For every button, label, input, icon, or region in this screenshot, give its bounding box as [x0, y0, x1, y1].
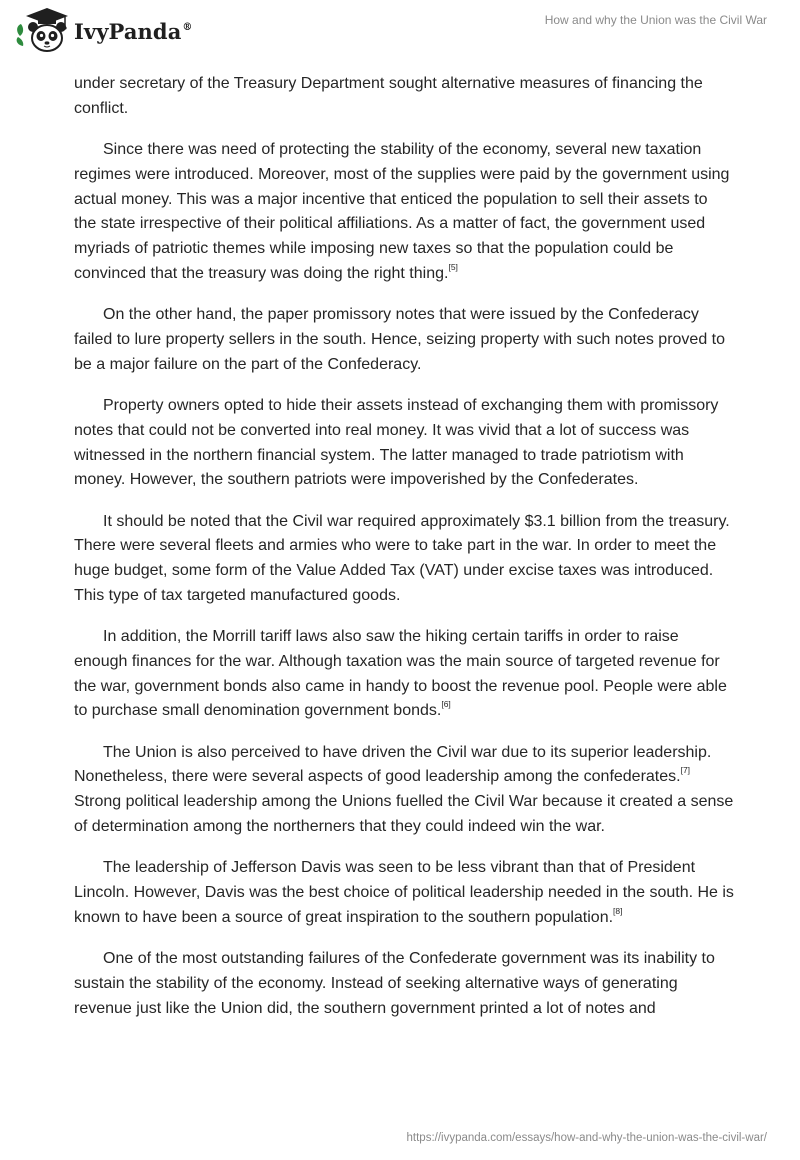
paragraph: On the other hand, the paper promissory notes that were issued by the Confederacy failed to lure property sellers in the south. Hence, seizing property with such notes proved to be a major failure on the part of the Confederacy.	[74, 306, 726, 373]
paragraph: The leadership of Jefferson Davis was seen to be less vibrant than that of President Lincoln. However, Davis was the best choice of political leadership needed in the south. He is known to have been a source of great inspiration to the southern population.[8]	[74, 859, 734, 926]
document-title: How and why the Union was the Civil War	[544, 13, 767, 27]
paragraph: One of the most outstanding failures of the Confederate government was its inability to sustain the stability of the economy. Instead of seeking alternative ways of generating revenue just like the Union did, the southern government printed a lot of notes and	[74, 950, 715, 1017]
footnote-ref[interactable]: [8]	[613, 905, 623, 916]
source-url[interactable]: https://ivypanda.com/essays/how-and-why-the-union-was-the-civil-war/	[406, 1132, 767, 1144]
panda-graduate-icon	[14, 6, 70, 56]
paragraph: In addition, the Morrill tariff laws also saw the hiking certain tariffs in order to raise enough finances for the war. Although taxation was the main source of targeted revenue for the war, government bonds also came in handy to boost the revenue pool. People were able to purchase small denomination government bonds.[6]	[74, 628, 727, 720]
paragraph-continued: under secretary of the Treasury Department sought alternative measures of financing the conflict.	[74, 75, 703, 117]
ivypanda-logo[interactable]	[14, 6, 193, 56]
footnote-ref[interactable]: [7]	[680, 765, 691, 776]
paragraph: Property owners opted to hide their assets instead of exchanging them with promissory notes that could not be converted into real money. It was vivid that a lot of success was witnessed in the northern financial system. The latter managed to trade patriotism with money. However, the southern patriots were impoverished by the Confederates.	[74, 396, 719, 489]
page-header	[0, 0, 800, 70]
footnote-ref[interactable]: [6]	[441, 699, 451, 710]
footnote-ref[interactable]: [5]	[448, 261, 458, 272]
paragraph: Since there was need of protecting the stability of the economy, several new taxation regimes were introduced. Moreover, most of the supplies were paid by the government using actual money. This was a major incentive that enticed the population to sell their assets to the state irrespective of their political affiliations. As a matter of fact, the government used myriads of patriotic themes while imposing new taxes so that the population could be convinced that the treasury was doing the right thing.[5]	[74, 140, 730, 282]
paragraph: The Union is also perceived to have driven the Civil war due to its superior leadership. Nonetheless, there were several aspects of good leadership among the confederates.[7] Strong political leadership among the Unions fuelled the Civil War because it created a sense of determination among the northerners that they could indeed win the war.	[74, 743, 734, 836]
paragraph: It should be noted that the Civil war required approximately $3.1 billion from the treasury. There were several fleets and armies who were to take part in the war. In order to meet the huge budget, some form of the Value Added Tax (VAT) under excise taxes was introduced. This type of tax targeted manufactured goods.	[74, 512, 730, 604]
logo-wordmark: IvyPanda®	[74, 18, 193, 44]
essay-body	[74, 72, 734, 1038]
